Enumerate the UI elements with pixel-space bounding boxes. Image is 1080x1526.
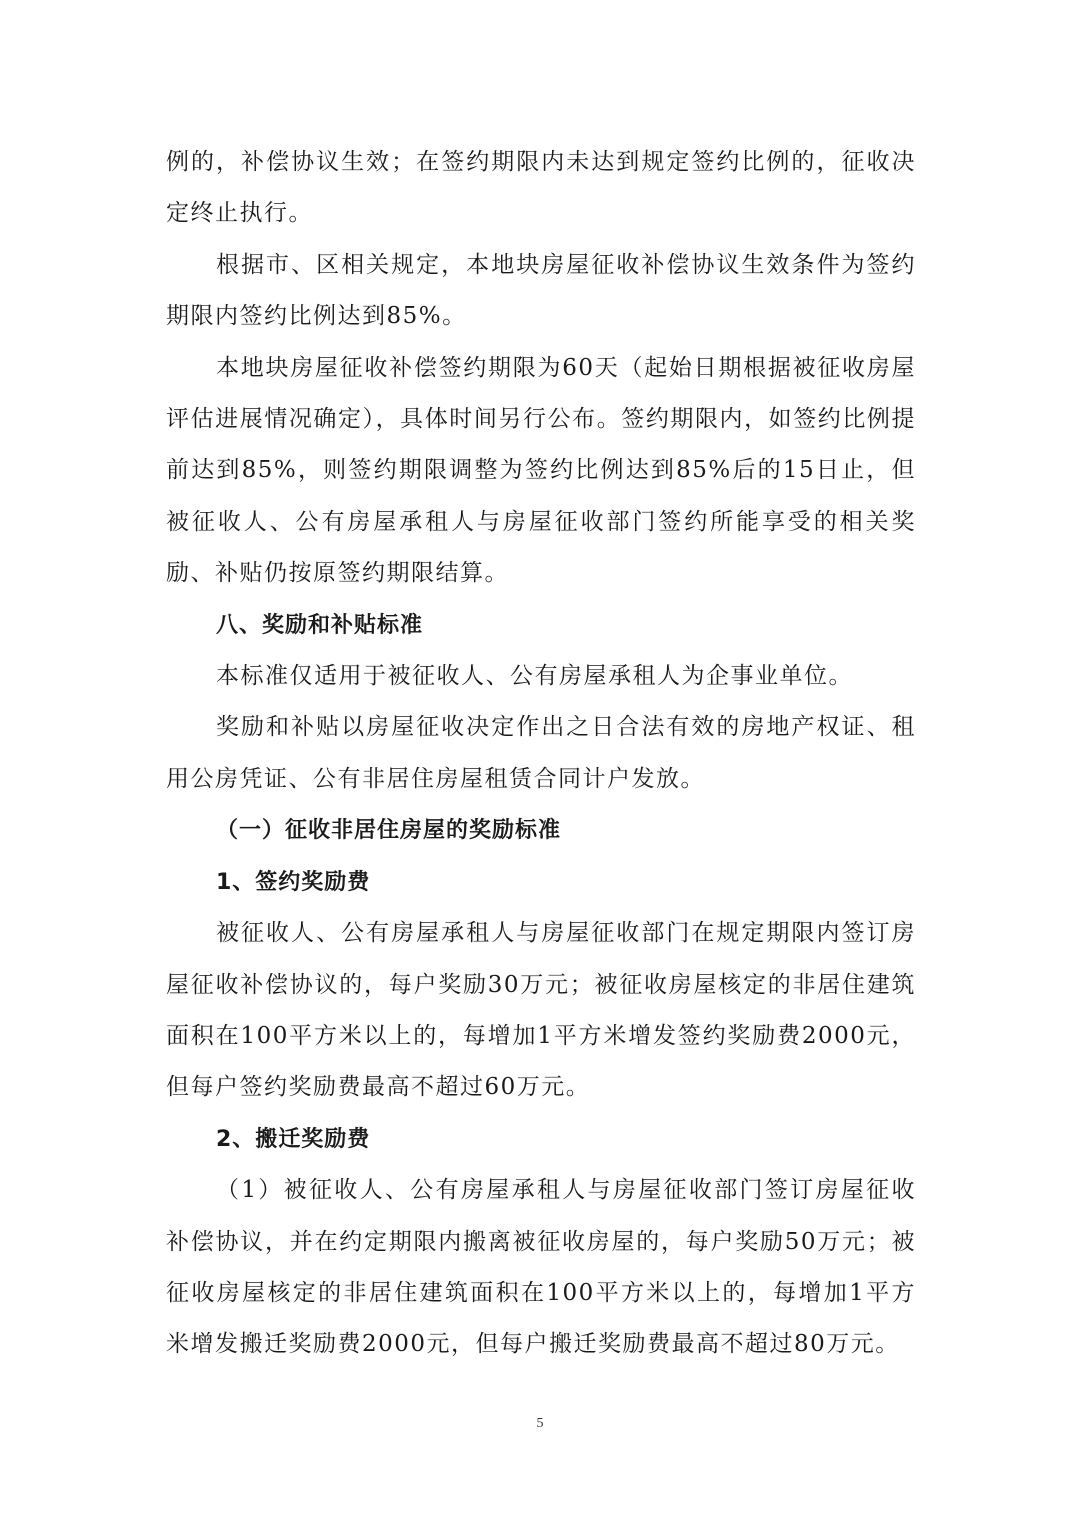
paragraph-signing-reward: 被征收人、公有房屋承租人与房屋征收部门在规定期限内签订房屋征收补偿协议的，每户奖励30万元；被征收房屋核定的非居住建筑面积在100平方米以上的，每增加1平方米增发签约奖励费2000元，但每户签约奖励费最高不超过60万元。: [166, 920, 916, 1101]
paragraph-continuation: 例的，补偿协议生效；在签约期限内未达到规定签约比例的，征收决定终止执行。: [166, 149, 916, 227]
document-body: [166, 137, 916, 1371]
paragraph-distribution-basis: 奖励和补贴以房屋征收决定作出之日合法有效的房地产权证、租用公房凭证、公有非居住房屋租赁合同计户发放。: [166, 714, 916, 792]
paragraph-applicability: 本标准仅适用于被征收人、公有房屋承租人为企事业单位。: [216, 663, 853, 690]
paragraph-signing-period: 本地块房屋征收补偿签约期限为60天（起始日期根据被征收房屋评估进展情况确定），具体时间另行公布。签约期限内，如签约比例提前达到85%，则签约期限调整为签约比例达到85%后的15日止，但被征收人、公有房屋承租人与房屋征收部门签约所能享受的相关奖励、补贴仍按原签约期限结算。: [166, 354, 916, 587]
page-number: 5: [536, 1416, 544, 1431]
subsection-heading-non-residential: （一）征收非居住房屋的奖励标准: [216, 818, 562, 844]
paragraph-relocation-reward: （1）被征收人、公有房屋承租人与房屋征收部门签订房屋征收补偿协议，并在约定期限内搬离被征收房屋的，每户奖励50万元；被征收房屋核定的非居住建筑面积在100平方米以上的，每增加1平方米增发搬迁奖励费2000元，但每户搬迁奖励费最高不超过80万元。: [166, 1177, 916, 1358]
item-heading-signing-reward: 1、签约奖励费: [216, 869, 371, 895]
item-heading-relocation-reward: 2、搬迁奖励费: [216, 1126, 371, 1152]
paragraph-effective-condition: 根据市、区相关规定，本地块房屋征收补偿协议生效条件为签约期限内签约比例达到85%。: [166, 251, 916, 330]
section-heading-rewards: 八、奖励和补贴标准: [216, 612, 424, 638]
